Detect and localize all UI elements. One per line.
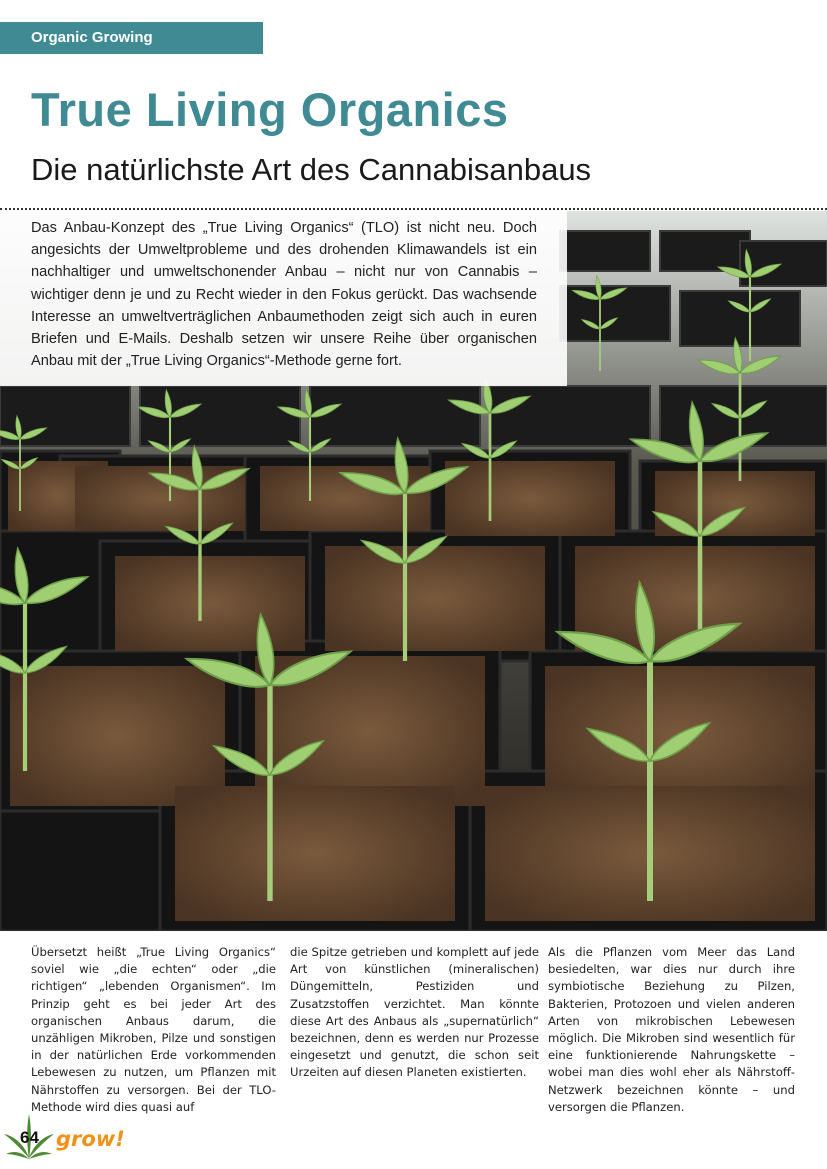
page-number: 64 (20, 1128, 39, 1147)
body-column-3: Als die Pflanzen vom Meer das Land besiedelten, war dies nur durch ihre symbiotische Beziehung zu Pilzen, Bakterien, Protozoen und vielen anderen Arten von mikrobischen Lebewesen möglich. Die Mikroben sind wesentlich für eine funktionierende Nahrungskette – wobei man dies wohl eher als Nährstoff-Netzwerk bezeichnen könnte – und versorgen die Pflanzen. (548, 945, 795, 1114)
section-tag: Organic Growing (0, 22, 263, 54)
grow-logo: grow! (56, 1127, 125, 1151)
article-subtitle: Die natürlichste Art des Cannabisanbaus (31, 152, 592, 187)
body-column-1: Übersetzt heißt „True Living Organics“ soviel wie „die echten“ oder „die richtigen“ „lebenden Organismen“. Im Prinzip geht es bei jeder Art des organischen Anbaus darum, die unzähligen Mikroben, Pilze und sonstigen in der natürlichen Erde vorkommenden Lebewesen zu nutzen, um Pflanzen mit Nährstoffen zu versorgen. Bei der TLO-Methode wird dies quasi auf (31, 945, 276, 1114)
intro-text: Das Anbau-Konzept des „True Living Organics“ (TLO) ist nicht neu. Doch angesichts der Umweltprobleme und des drohenden Klimawandels ist ein nachhaltiger und umweltschonender Anbau – nicht nur von Cannabis – wichtiger denn je und zu Recht wieder in den Fokus gerückt. Das wachsende Interesse an umweltverträglichen Anbaumethoden zeigt sich auch in euren Briefen und E-Mails. Deshalb setzen wir unsere Reihe über organischen Anbau mit der „True Living Organics“-Methode gerne fort. (0, 211, 567, 386)
dotted-divider (0, 208, 827, 210)
article-title: True Living Organics (31, 83, 509, 136)
body-column-2: die Spitze getrieben und komplett auf jede Art von künstlichen (mineralischen) Düngemitteln, Pestiziden und Zusatzstoffen verzichtet. Man könnte diese Art des Anbaus als „supernatürlich“ bezeichnen, denn es werden nur Prozesse eingesetzt und genutzt, die schon seit Urzeiten auf diesen Planeten existierten. (290, 945, 539, 1080)
